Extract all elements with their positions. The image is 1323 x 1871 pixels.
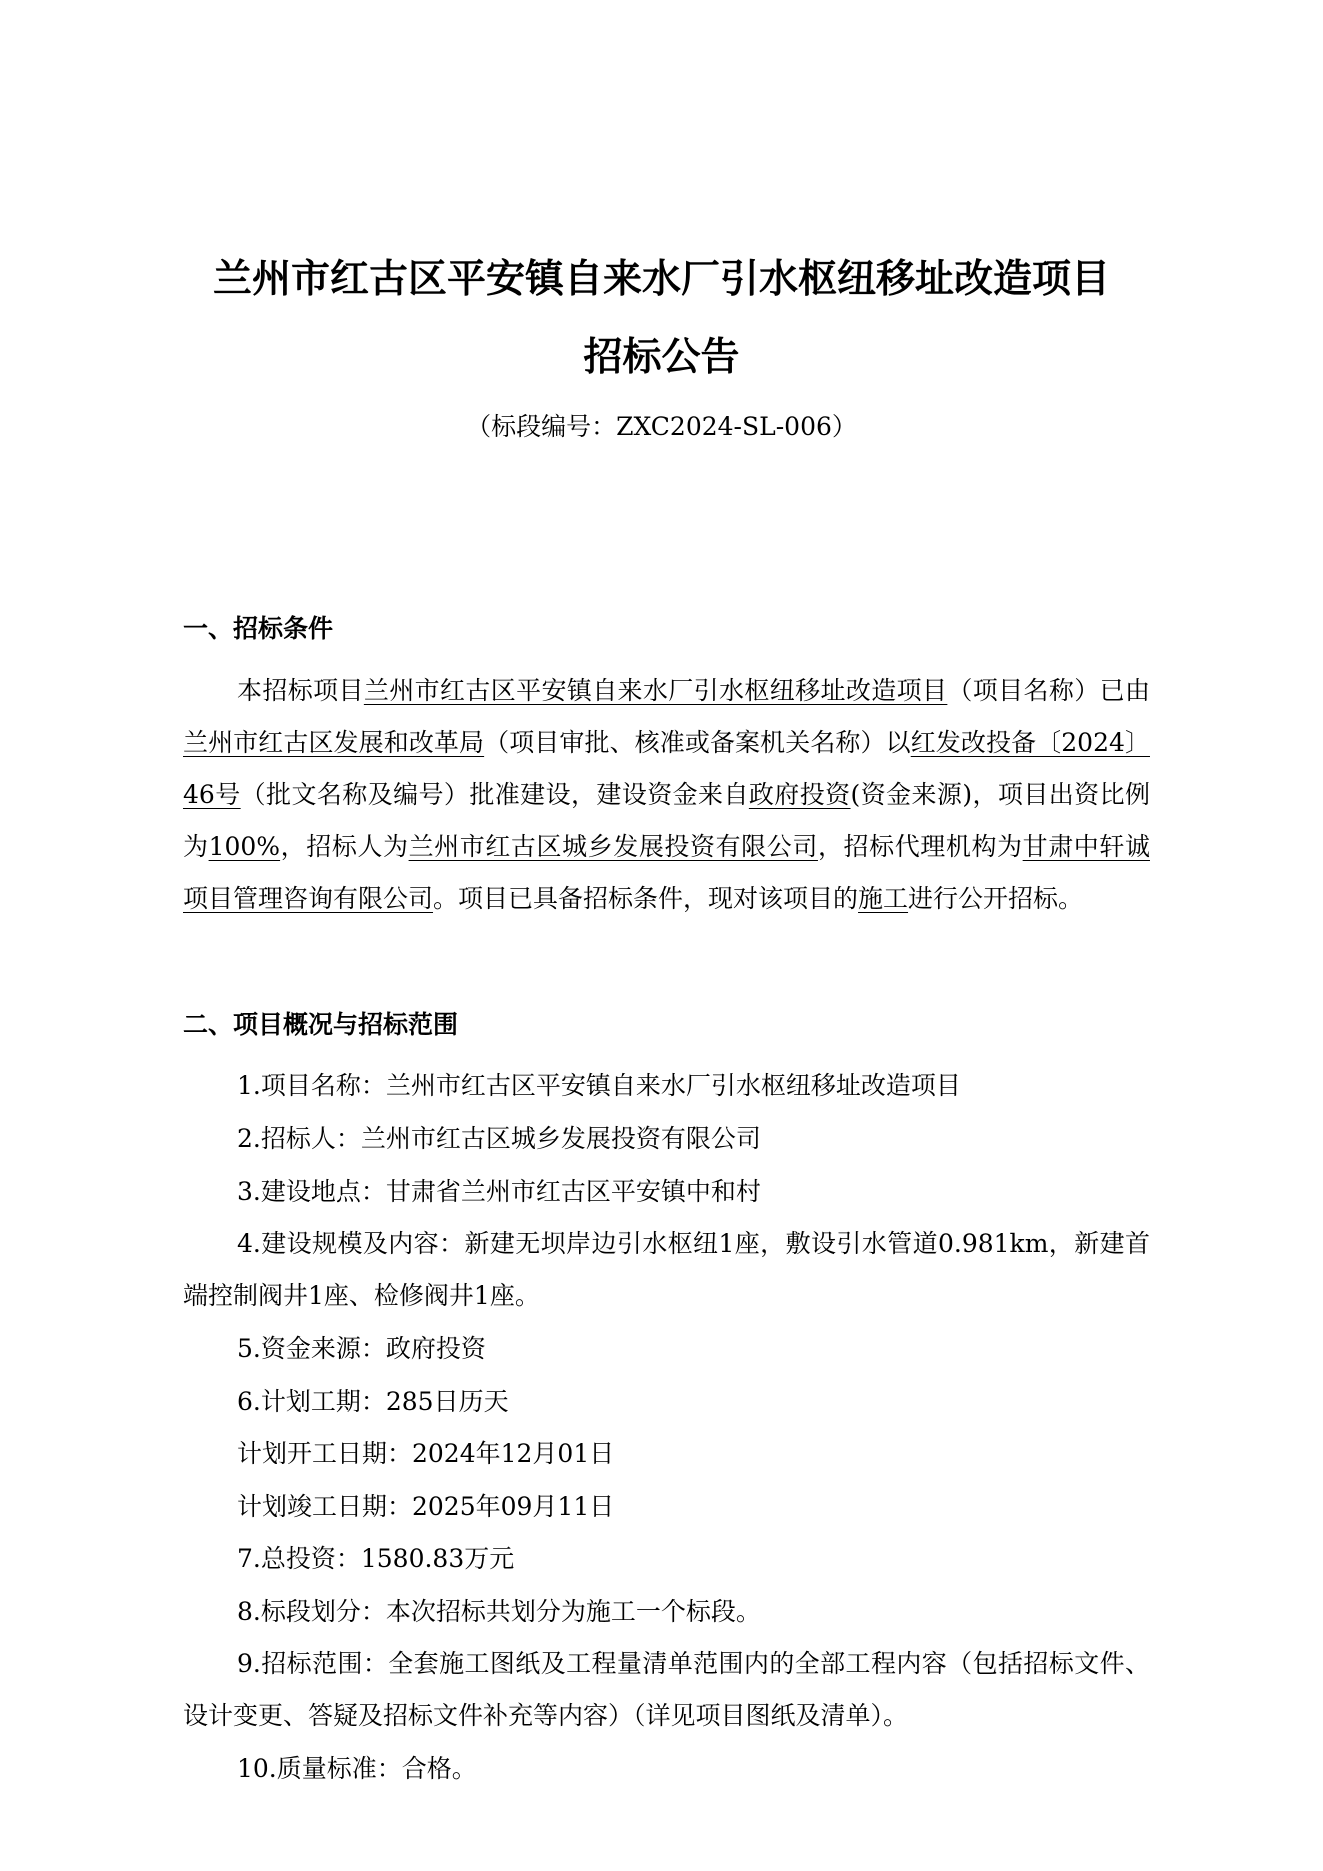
- tenderer-underlined: 兰州市红古区城乡发展投资有限公司: [408, 832, 818, 861]
- project-name-underlined: 兰州市红古区平安镇自来水厂引水枢纽移址改造项目: [363, 676, 948, 705]
- text-run: ，招标人为: [280, 832, 409, 861]
- approval-document-underlined: 红发改投备〔2024〕46号: [183, 728, 1150, 809]
- list-item: 7.总投资：1580.83万元: [237, 1544, 515, 1573]
- funding-source-underlined: 政府投资: [748, 780, 851, 809]
- list-item: 4.建设规模及内容：新建无坝岸边引水枢纽1座，敷设引水管道0.981km，新建首端控制阀井1座、检修阀井1座。: [183, 1229, 1150, 1310]
- section2-heading: 二、项目概况与招标范围: [183, 1010, 459, 1039]
- list-item: 计划开工日期：2024年12月01日: [237, 1439, 615, 1468]
- section1-paragraph: [183, 665, 1150, 925]
- list-item: 3.建设地点：甘肃省兰州市红古区平安镇中和村: [237, 1177, 761, 1206]
- list-item: 8.标段划分：本次招标共划分为施工一个标段。: [237, 1597, 761, 1626]
- text-run: 进行公开招标。: [908, 884, 1084, 913]
- text-run: （项目审批、核准或备案机关名称）以: [484, 728, 911, 757]
- tender-type-underlined: 施工: [858, 884, 909, 913]
- text-run: (资金来源)，项目出资比例为: [183, 780, 1150, 861]
- section1-heading: 一、招标条件: [183, 614, 334, 643]
- text-run: （项目名称）已由: [947, 676, 1150, 705]
- text-run: ，招标代理机构为: [817, 832, 1023, 861]
- list-item: 10.质量标准：合格。: [237, 1754, 477, 1783]
- list-item: 1.项目名称：兰州市红古区平安镇自来水厂引水枢纽移址改造项目: [237, 1071, 961, 1100]
- text-run: 。项目已具备招标条件，现对该项目的: [433, 884, 859, 913]
- agency-underlined: 甘肃中轩诚项目管理咨询有限公司: [183, 832, 1150, 913]
- list-item: 计划竣工日期：2025年09月11日: [237, 1492, 615, 1521]
- list-item: 2.招标人：兰州市红古区城乡发展投资有限公司: [237, 1124, 761, 1153]
- approval-authority-underlined: 兰州市红古区发展和改革局: [183, 728, 485, 757]
- text-run: 本招标项目: [237, 676, 364, 705]
- list-item: 5.资金来源：政府投资: [237, 1334, 486, 1363]
- text-run: （批文名称及编号）批准建设，建设资金来自: [240, 780, 749, 809]
- list-item: 6.计划工期：285日历天: [237, 1387, 509, 1416]
- document-title-line1: 兰州市红古区平安镇自来水厂引水枢纽移址改造项目: [212, 257, 1110, 302]
- document-title-line2: 招标公告: [583, 335, 740, 380]
- section-number: （标段编号：ZXC2024-SL-006）: [466, 412, 857, 441]
- funding-ratio-underlined: 100%: [208, 832, 281, 861]
- list-item: 9.招标范围：全套施工图纸及工程量清单范围内的全部工程内容（包括招标文件、设计变更、答疑及招标文件补充等内容）（详见项目图纸及清单）。: [183, 1649, 1150, 1730]
